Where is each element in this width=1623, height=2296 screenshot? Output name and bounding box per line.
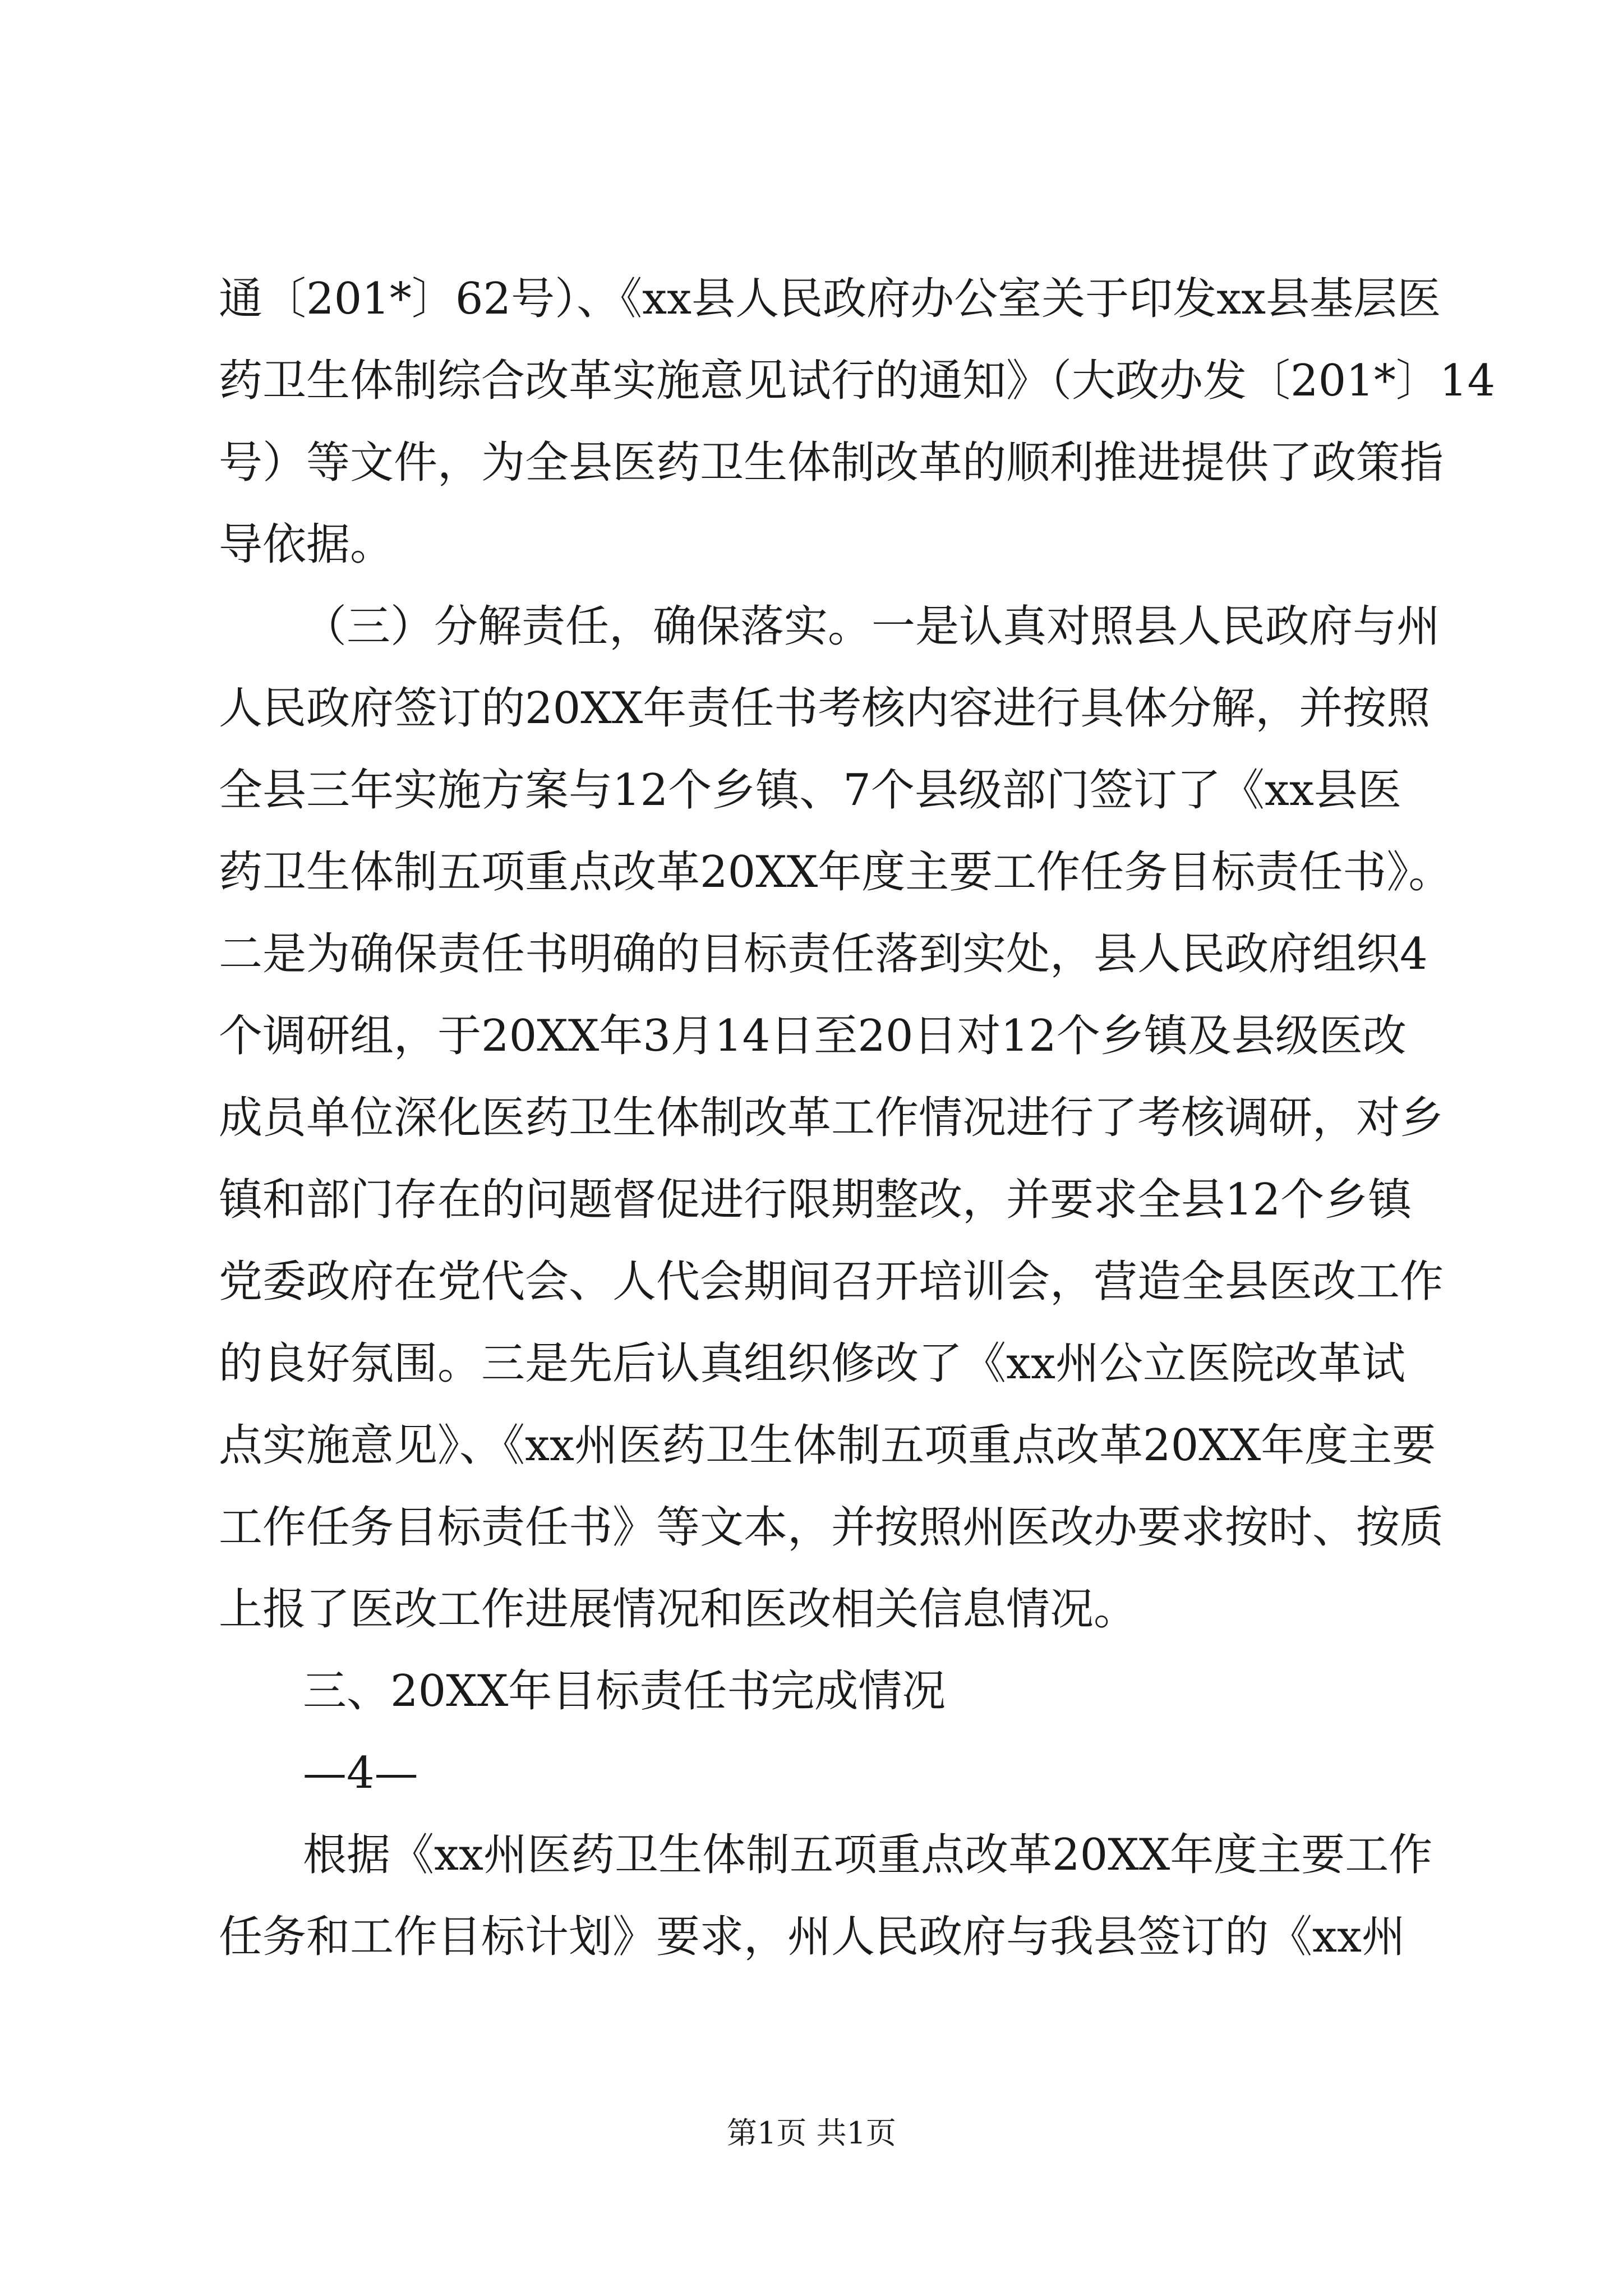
text-line: 药卫生体制综合改革实施意见试行的通知》（大政办发〔201*〕14 [219,356,1496,406]
paragraph-start: 根据《xx州医药卫生体制五项重点改革20XX年度主要工作 [303,1830,1433,1880]
text-line: 党委政府在党代会、人代会期间召开培训会，营造全县医改工作 [219,1257,1444,1307]
section-heading: 三、20XX年目标责任书完成情况 [303,1666,946,1717]
text-line: 药卫生体制五项重点改革20XX年度主要工作任务目标责任书》。 [219,847,1453,898]
text-line: 通〔201*〕62号）、《xx县人民政府办公室关于印发xx县基层医 [219,274,1441,324]
text-line: 二是为确保责任书明确的目标责任落到实处，县人民政府组织4 [219,929,1428,979]
page-footer: 第1页 共1页 [727,2115,896,2151]
text-line: 的良好氛围。三是先后认真组织修改了《xx州公立医院改革试 [219,1338,1405,1389]
text-line: 上报了医改工作进展情况和医改相关信息情况。 [219,1584,1138,1635]
text-line: 点实施意见》、《xx州医药卫生体制五项重点改革20XX年度主要 [219,1420,1436,1471]
text-line: 任务和工作目标计划》要求，州人民政府与我县签订的《xx州 [219,1912,1405,1962]
text-line: 全县三年实施方案与12个乡镇、7个县级部门签订了《xx县医 [219,765,1401,816]
text-line: 导依据。 [219,519,394,570]
text-line: 号）等文件，为全县医药卫生体制改革的顺利推进提供了政策指 [219,438,1444,488]
section-three-paragraph-start: （三）分解责任，确保落实。一是认真对照县人民政府与州 [303,601,1441,652]
inline-page-number: —4— [303,1748,418,1798]
text-line: 个调研组，于20XX年3月14日至20日对12个乡镇及县级医改 [219,1011,1407,1061]
text-line: 工作任务目标责任书》等文本，并按照州医改办要求按时、按质 [219,1502,1444,1553]
text-line: 镇和部门存在的问题督促进行限期整改，并要求全县12个乡镇 [219,1175,1412,1225]
document-body [219,258,1496,1978]
text-line: 人民政府签订的20XX年责任书考核内容进行具体分解，并按照 [219,683,1431,734]
text-line: 成员单位深化医药卫生体制改革工作情况进行了考核调研，对乡 [219,1093,1444,1143]
